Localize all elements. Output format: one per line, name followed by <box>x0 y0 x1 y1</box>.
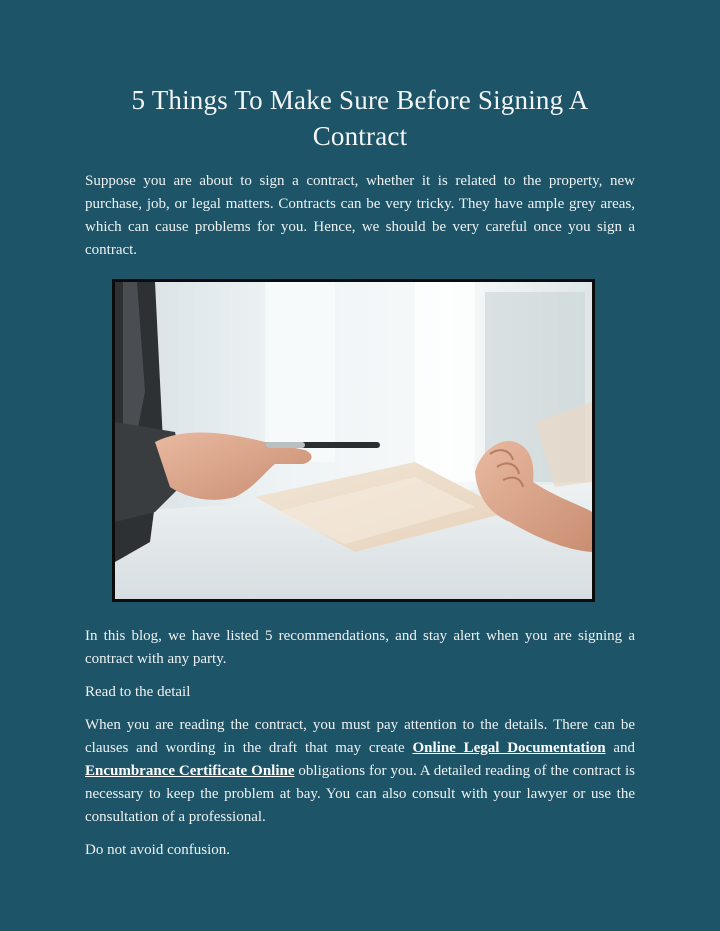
detail-text-2: and <box>605 740 635 756</box>
online-legal-documentation-link[interactable]: Online Legal Documentation <box>412 740 606 756</box>
page-title: 5 Things To Make Sure Before Signing A Contract <box>131 85 589 151</box>
detail-text-3: obligations for you. A detailed reading of the contract is necessary to keep the problem at bay. You can also consult with your lawyer or use the consultation of a professional. <box>85 763 635 825</box>
document-page <box>85 0 635 862</box>
contract-signing-photo <box>112 279 595 602</box>
section-heading-confusion: Do not avoid confusion. <box>85 842 230 858</box>
detail-paragraph <box>85 714 635 829</box>
detail-text-1: When you are reading the contract, you must pay attention to the details. There can be clauses and wording in the draft that may create <box>85 717 635 756</box>
intro-paragraph: Suppose you are about to sign a contract, whether it is related to the property, new purchase, job, or legal matters. Contracts can be very tricky. They have ample grey areas, which can cause problems for you. Hence, we should be very careful once you sign a contract. <box>85 173 635 258</box>
blog-intro-paragraph: In this blog, we have listed 5 recommendations, and stay alert when you are signing a contract with any party. <box>85 628 635 667</box>
encumbrance-certificate-online-link[interactable]: Encumbrance Certificate Online <box>85 763 295 779</box>
section-heading-read-detail: Read to the detail <box>85 684 191 700</box>
